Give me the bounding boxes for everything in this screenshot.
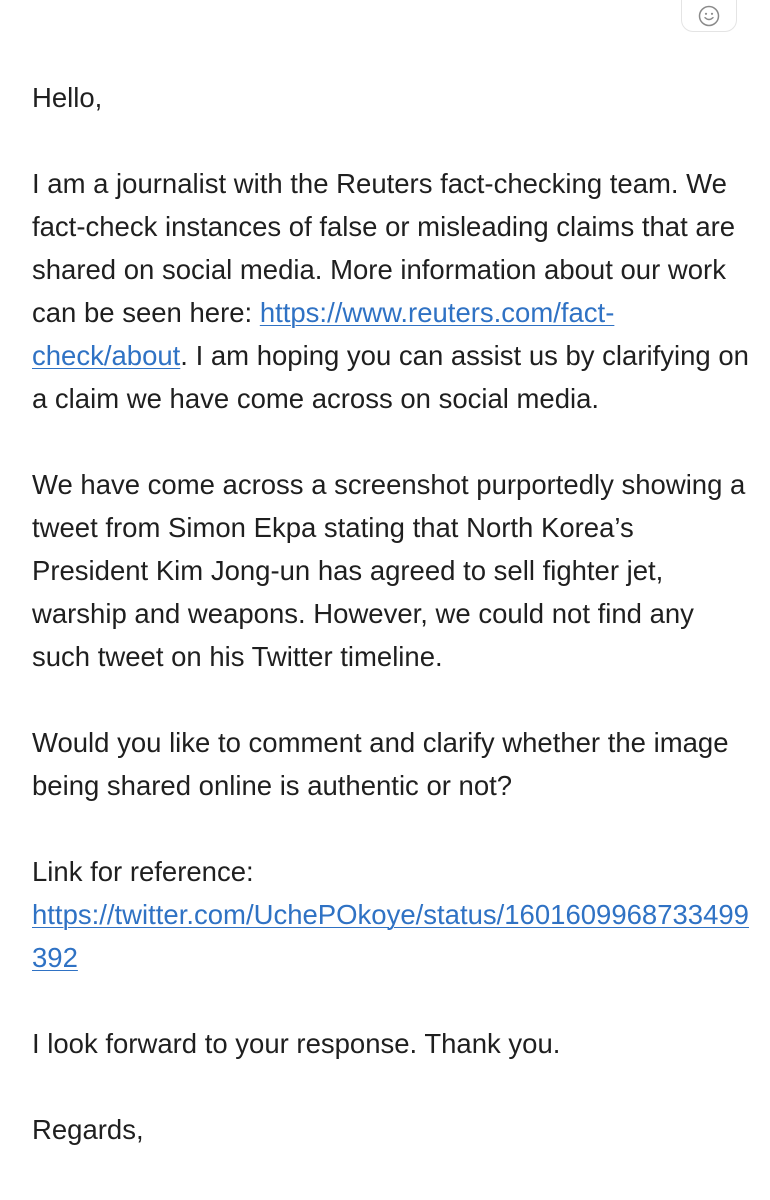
email-signoff: Regards,	[32, 1114, 144, 1145]
email-reference-paragraph	[32, 850, 752, 979]
email-request-paragraph: Would you like to comment and clarify whether the image being shared online is authentic or not?	[32, 727, 729, 801]
email-closing: I look forward to your response. Thank you.	[32, 1028, 561, 1059]
email-body	[32, 76, 752, 1194]
email-intro-paragraph	[32, 162, 752, 420]
smiley-face-icon	[698, 5, 720, 27]
emoji-reaction-button[interactable]	[681, 0, 737, 32]
intro-text: I am a journalist with the Reuters fact-checking team. We fact-check instances of false or misleading claims that are shared on social media. More information about our work can be seen here:	[32, 168, 736, 328]
intro-text-continued: . I am hoping you can assist us by clarifying on a claim we have come across on social media.	[32, 340, 749, 414]
twitter-reference-link[interactable]: https://twitter.com/UchePOkoye/status/1601609968733499392	[32, 899, 749, 973]
reference-label: Link for reference:	[32, 856, 254, 887]
email-greeting: Hello,	[32, 82, 103, 113]
email-claim-paragraph: We have come across a screenshot purportedly showing a tweet from Simon Ekpa stating that North Korea’s President Kim Jong-un has agreed to sell fighter jet, warship and weapons. However, we could not find any such tweet on his Twitter timeline.	[32, 469, 746, 672]
reuters-fact-check-link[interactable]: https://www.reuters.com/fact-check/about	[32, 297, 615, 371]
